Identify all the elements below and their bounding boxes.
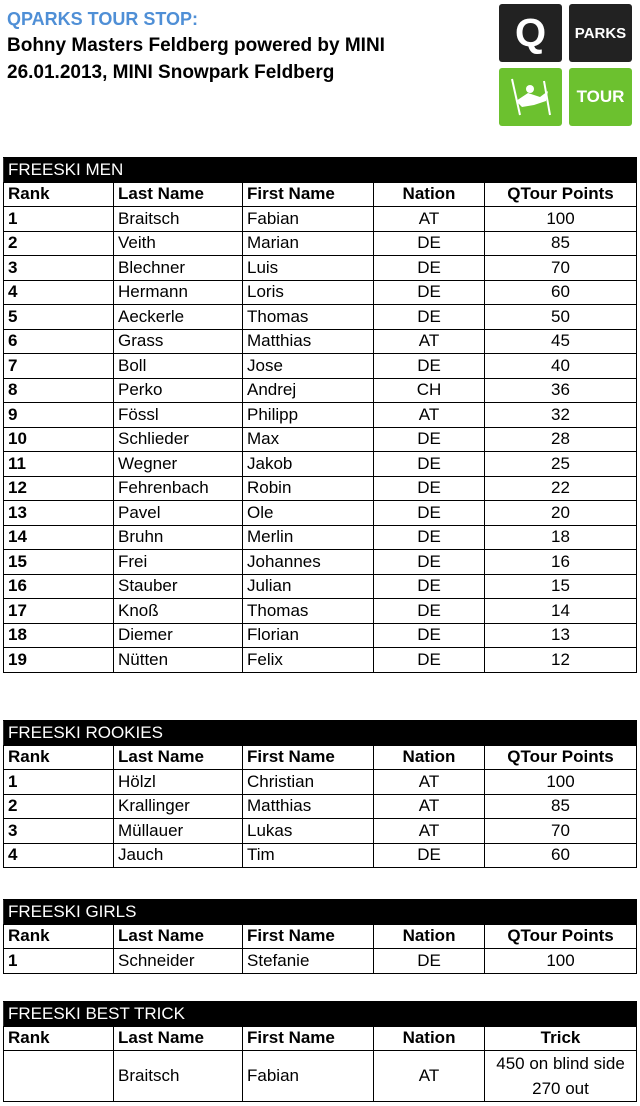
first-name-cell: Florian — [243, 623, 374, 648]
first-name-cell: Max — [243, 427, 374, 452]
rank-cell: 1 — [4, 207, 114, 232]
first-name-cell: Matthias — [243, 329, 374, 354]
last-name-cell: Stauber — [114, 574, 243, 599]
header — [7, 6, 385, 86]
section-title-cell — [485, 721, 637, 746]
column-header: Rank — [4, 1026, 114, 1051]
points-cell: 32 — [485, 403, 637, 428]
table-row — [4, 770, 637, 795]
table-row — [4, 256, 637, 281]
last-name-cell: Perko — [114, 378, 243, 403]
column-header: First Name — [243, 745, 374, 770]
points-cell: 60 — [485, 280, 637, 305]
last-name-cell: Aeckerle — [114, 305, 243, 330]
column-header: Last Name — [114, 924, 243, 949]
rank-cell: 19 — [4, 648, 114, 673]
section-title-cell — [243, 158, 374, 183]
nation-cell: DE — [374, 949, 485, 974]
rank-cell: 7 — [4, 354, 114, 379]
last-name-cell: Braitsch — [114, 1051, 243, 1102]
nation-cell: DE — [374, 599, 485, 624]
section-title-row — [4, 721, 637, 746]
freeski-girls-table — [3, 899, 637, 974]
freeski-rookies-table — [3, 720, 637, 868]
column-header: First Name — [243, 924, 374, 949]
points-cell: 50 — [485, 305, 637, 330]
table-row — [4, 574, 637, 599]
nation-cell: DE — [374, 280, 485, 305]
qparks-tour-logo — [499, 4, 634, 126]
rank-cell: 3 — [4, 819, 114, 844]
column-header: Last Name — [114, 182, 243, 207]
nation-cell: DE — [374, 648, 485, 673]
points-cell: 25 — [485, 452, 637, 477]
rank-cell: 18 — [4, 623, 114, 648]
last-name-cell: Veith — [114, 231, 243, 256]
first-name-cell: Christian — [243, 770, 374, 795]
table-row — [4, 452, 637, 477]
freeski-best-trick-table — [3, 1001, 637, 1102]
section-title-row — [4, 1002, 637, 1027]
last-name-cell: Grass — [114, 329, 243, 354]
first-name-cell: Felix — [243, 648, 374, 673]
rank-cell: 14 — [4, 525, 114, 550]
points-cell: 40 — [485, 354, 637, 379]
table-row — [4, 623, 637, 648]
rank-cell: 2 — [4, 794, 114, 819]
nation-cell: DE — [374, 354, 485, 379]
table-row — [4, 550, 637, 575]
section-title-cell — [374, 158, 485, 183]
points-cell: 85 — [485, 794, 637, 819]
logo-tour-tile: TOUR — [569, 68, 632, 126]
nation-cell: AT — [374, 403, 485, 428]
last-name-cell: Frei — [114, 550, 243, 575]
last-name-cell: Blechner — [114, 256, 243, 281]
last-name-cell: Nütten — [114, 648, 243, 673]
rank-cell: 9 — [4, 403, 114, 428]
rank-cell: 10 — [4, 427, 114, 452]
nation-cell: AT — [374, 329, 485, 354]
table-row — [4, 403, 637, 428]
rank-cell: 2 — [4, 231, 114, 256]
section-title-cell — [243, 721, 374, 746]
nation-cell: AT — [374, 819, 485, 844]
nation-cell: DE — [374, 305, 485, 330]
column-header: Nation — [374, 924, 485, 949]
points-cell: 20 — [485, 501, 637, 526]
points-cell: 100 — [485, 207, 637, 232]
column-header-row — [4, 1026, 637, 1051]
column-header: QTour Points — [485, 924, 637, 949]
table-row — [4, 1051, 637, 1102]
first-name-cell: Fabian — [243, 207, 374, 232]
points-cell: 28 — [485, 427, 637, 452]
last-name-cell: Schlieder — [114, 427, 243, 452]
table-row — [4, 354, 637, 379]
last-name-cell: Hölzl — [114, 770, 243, 795]
section-title-cell — [485, 900, 637, 925]
section-title: FREESKI ROOKIES — [4, 721, 243, 746]
nation-cell: DE — [374, 501, 485, 526]
first-name-cell: Jakob — [243, 452, 374, 477]
rank-cell: 17 — [4, 599, 114, 624]
nation-cell: AT — [374, 1051, 485, 1102]
last-name-cell: Krallinger — [114, 794, 243, 819]
points-cell: 100 — [485, 949, 637, 974]
rank-cell — [4, 1051, 114, 1102]
table-row — [4, 378, 637, 403]
table-row — [4, 819, 637, 844]
section-title-cell — [243, 1002, 374, 1027]
table-row — [4, 305, 637, 330]
column-header: Nation — [374, 182, 485, 207]
points-cell: 36 — [485, 378, 637, 403]
last-name-cell: Schneider — [114, 949, 243, 974]
column-header: QTour Points — [485, 182, 637, 207]
logo-q-tile: Q — [499, 4, 562, 62]
points-cell: 45 — [485, 329, 637, 354]
nation-cell: DE — [374, 843, 485, 868]
last-name-cell: Bruhn — [114, 525, 243, 550]
column-header: Last Name — [114, 1026, 243, 1051]
nation-cell: AT — [374, 207, 485, 232]
skier-icon — [499, 68, 562, 126]
section-title-row — [4, 158, 637, 183]
rank-cell: 12 — [4, 476, 114, 501]
table-row — [4, 525, 637, 550]
tour-stop-label: QPARKS TOUR STOP: — [7, 9, 199, 29]
section-title-cell — [374, 900, 485, 925]
rank-cell: 16 — [4, 574, 114, 599]
table-row — [4, 427, 637, 452]
table-row — [4, 648, 637, 673]
section-title-cell — [374, 1002, 485, 1027]
rank-cell: 6 — [4, 329, 114, 354]
last-name-cell: Knoß — [114, 599, 243, 624]
last-name-cell: Diemer — [114, 623, 243, 648]
last-name-cell: Hermann — [114, 280, 243, 305]
nation-cell: DE — [374, 525, 485, 550]
first-name-cell: Tim — [243, 843, 374, 868]
points-cell: 13 — [485, 623, 637, 648]
first-name-cell: Lukas — [243, 819, 374, 844]
first-name-cell: Marian — [243, 231, 374, 256]
first-name-cell: Thomas — [243, 305, 374, 330]
first-name-cell: Fabian — [243, 1051, 374, 1102]
section-title-cell — [374, 721, 485, 746]
nation-cell: AT — [374, 794, 485, 819]
last-name-cell: Müllauer — [114, 819, 243, 844]
column-header: First Name — [243, 182, 374, 207]
first-name-cell: Jose — [243, 354, 374, 379]
column-header-row — [4, 182, 637, 207]
points-cell: 60 — [485, 843, 637, 868]
nation-cell: DE — [374, 231, 485, 256]
nation-cell: DE — [374, 452, 485, 477]
rank-cell: 4 — [4, 843, 114, 868]
event-title: Bohny Masters Feldberg powered by MINI — [7, 35, 385, 56]
first-name-cell: Johannes — [243, 550, 374, 575]
column-header: Rank — [4, 924, 114, 949]
nation-cell: DE — [374, 256, 485, 281]
last-name-cell: Fössl — [114, 403, 243, 428]
first-name-cell: Robin — [243, 476, 374, 501]
column-header: Nation — [374, 1026, 485, 1051]
points-cell: 16 — [485, 550, 637, 575]
rank-cell: 1 — [4, 949, 114, 974]
points-cell: 100 — [485, 770, 637, 795]
section-title: FREESKI GIRLS — [4, 900, 243, 925]
rank-cell: 13 — [4, 501, 114, 526]
nation-cell: DE — [374, 574, 485, 599]
table-row — [4, 501, 637, 526]
points-cell: 85 — [485, 231, 637, 256]
first-name-cell: Stefanie — [243, 949, 374, 974]
points-cell: 70 — [485, 819, 637, 844]
table-row — [4, 949, 637, 974]
points-cell: 14 — [485, 599, 637, 624]
last-name-cell: Jauch — [114, 843, 243, 868]
first-name-cell: Philipp — [243, 403, 374, 428]
column-header-row — [4, 924, 637, 949]
table-row — [4, 329, 637, 354]
column-header: Last Name — [114, 745, 243, 770]
rank-cell: 11 — [4, 452, 114, 477]
nation-cell: DE — [374, 550, 485, 575]
section-title-cell — [485, 158, 637, 183]
first-name-cell: Andrej — [243, 378, 374, 403]
nation-cell: AT — [374, 770, 485, 795]
table-row — [4, 794, 637, 819]
section-title-cell — [243, 900, 374, 925]
section-title: FREESKI MEN — [4, 158, 243, 183]
rank-cell: 4 — [4, 280, 114, 305]
points-cell: 12 — [485, 648, 637, 673]
nation-cell: CH — [374, 378, 485, 403]
last-name-cell: Pavel — [114, 501, 243, 526]
points-cell: 22 — [485, 476, 637, 501]
first-name-cell: Loris — [243, 280, 374, 305]
last-name-cell: Boll — [114, 354, 243, 379]
first-name-cell: Luis — [243, 256, 374, 281]
column-header: Rank — [4, 745, 114, 770]
nation-cell: DE — [374, 427, 485, 452]
first-name-cell: Matthias — [243, 794, 374, 819]
section-title-row — [4, 900, 637, 925]
rank-cell: 15 — [4, 550, 114, 575]
rank-cell: 5 — [4, 305, 114, 330]
column-header-row — [4, 745, 637, 770]
rank-cell: 1 — [4, 770, 114, 795]
nation-cell: DE — [374, 476, 485, 501]
table-row — [4, 280, 637, 305]
rank-cell: 8 — [4, 378, 114, 403]
first-name-cell: Merlin — [243, 525, 374, 550]
trick-cell: 450 on blind side 270 out — [485, 1051, 637, 1102]
points-cell: 15 — [485, 574, 637, 599]
first-name-cell: Thomas — [243, 599, 374, 624]
column-header: Trick — [485, 1026, 637, 1051]
points-cell: 70 — [485, 256, 637, 281]
table-row — [4, 231, 637, 256]
column-header: Rank — [4, 182, 114, 207]
first-name-cell: Ole — [243, 501, 374, 526]
column-header: Nation — [374, 745, 485, 770]
last-name-cell: Braitsch — [114, 207, 243, 232]
table-row — [4, 476, 637, 501]
first-name-cell: Julian — [243, 574, 374, 599]
logo-parks-tile: PARKS — [569, 4, 632, 62]
last-name-cell: Wegner — [114, 452, 243, 477]
freeski-men-table — [3, 157, 637, 673]
table-row — [4, 843, 637, 868]
rank-cell: 3 — [4, 256, 114, 281]
table-row — [4, 599, 637, 624]
last-name-cell: Fehrenbach — [114, 476, 243, 501]
column-header: QTour Points — [485, 745, 637, 770]
event-date-place: 26.01.2013, MINI Snowpark Feldberg — [7, 62, 335, 83]
nation-cell: DE — [374, 623, 485, 648]
section-title: FREESKI BEST TRICK — [4, 1002, 243, 1027]
table-row — [4, 207, 637, 232]
points-cell: 18 — [485, 525, 637, 550]
column-header: First Name — [243, 1026, 374, 1051]
section-title-cell — [485, 1002, 637, 1027]
